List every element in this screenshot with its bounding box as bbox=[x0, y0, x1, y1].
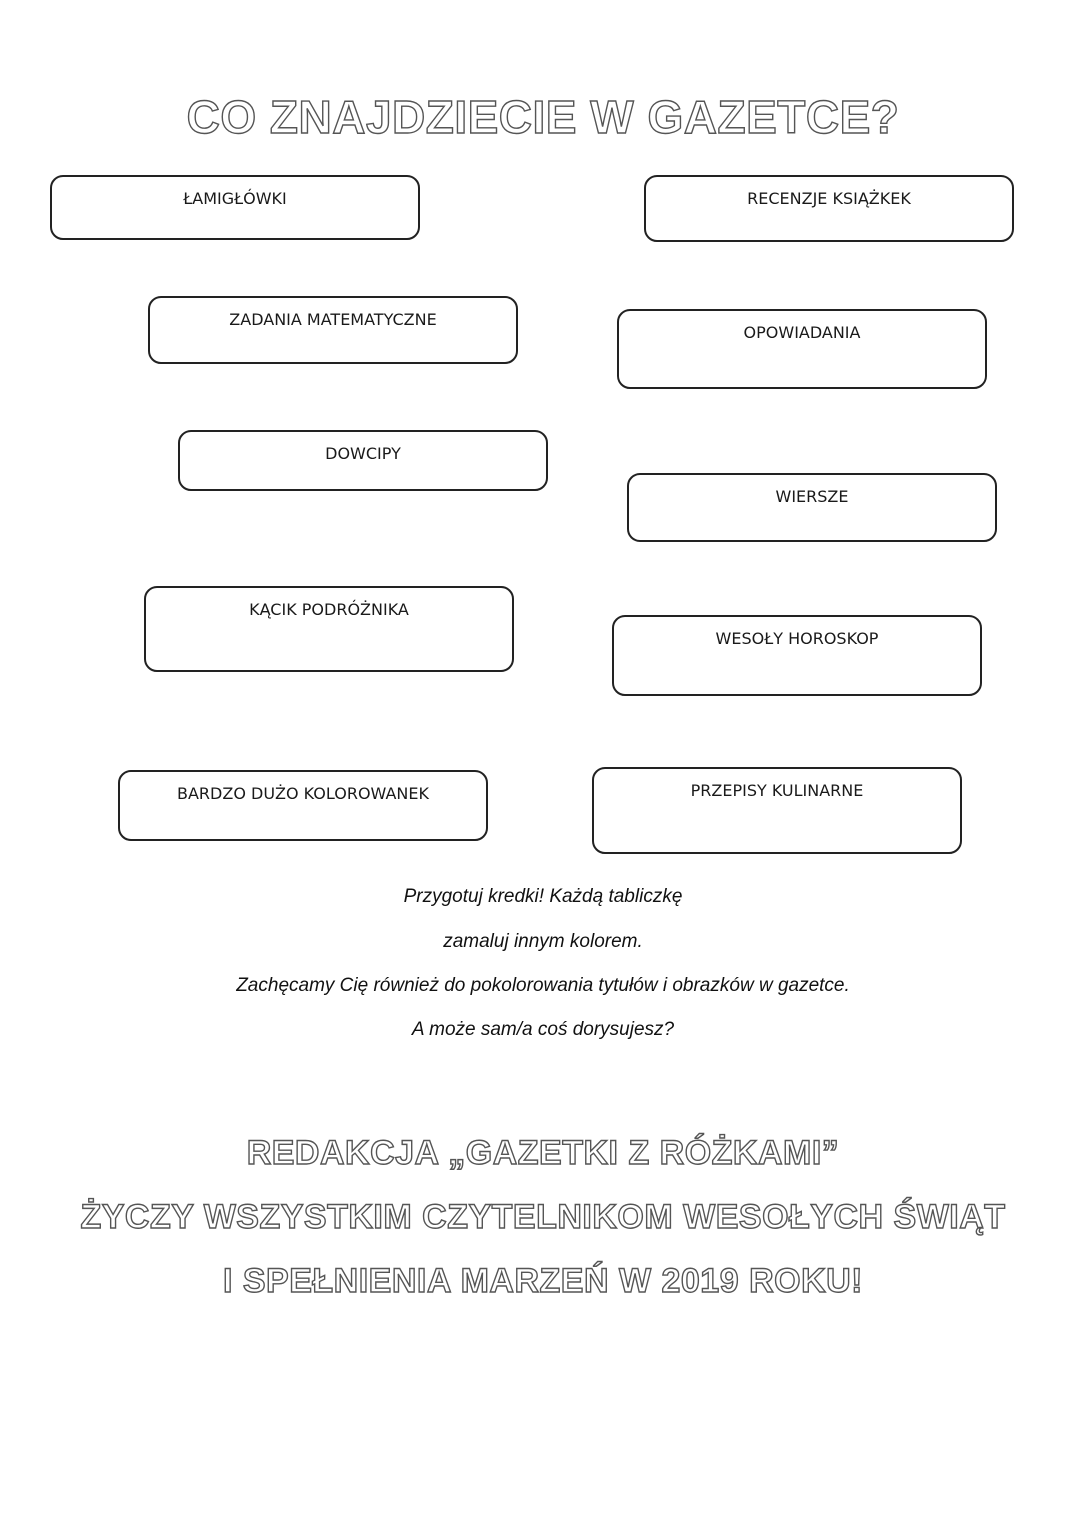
topic-label: DOWCIPY bbox=[325, 444, 401, 463]
greeting-line: I SPEŁNIENIA MARZEŃ W 2019 ROKU! bbox=[222, 1262, 864, 1300]
topic-label: ZADANIA MATEMATYCZNE bbox=[229, 310, 437, 329]
topic-label: KĄCIK PODRÓŻNIKA bbox=[249, 600, 409, 619]
topic-box bbox=[644, 175, 1014, 242]
instruction-line: Przygotuj kredki! Każdą tabliczkę bbox=[403, 886, 683, 907]
topic-label: BARDZO DUŻO KOLOROWANEK bbox=[177, 784, 429, 803]
topic-box bbox=[627, 473, 997, 542]
topic-box bbox=[118, 770, 488, 841]
topic-box bbox=[144, 586, 514, 672]
topic-box bbox=[592, 767, 962, 854]
topic-label: ŁAMIGŁÓWKI bbox=[183, 189, 287, 208]
topic-label: WIERSZE bbox=[775, 487, 849, 506]
topic-box bbox=[50, 175, 420, 240]
topic-label: OPOWIADANIA bbox=[743, 323, 861, 342]
topic-box bbox=[612, 615, 982, 696]
topic-label: PRZEPISY KULINARNE bbox=[690, 781, 864, 800]
page-title: CO ZNAJDZIECIE W GAZETCE? bbox=[186, 91, 900, 143]
instruction-line: zamaluj innym kolorem. bbox=[443, 931, 643, 952]
greeting-line: REDAKCJA „GAZETKI Z RÓŻKAMI” bbox=[246, 1134, 840, 1172]
topic-box bbox=[178, 430, 548, 491]
greeting-line: ŻYCZY WSZYSTKIM CZYTELNIKOM WESOŁYCH ŚWIĄT bbox=[80, 1198, 1006, 1236]
topic-box bbox=[148, 296, 518, 364]
topic-label: RECENZJE KSIĄŻKEK bbox=[747, 189, 911, 208]
topic-label: WESOŁY HOROSKOP bbox=[715, 629, 879, 648]
instruction-line: A może sam/a coś dorysujesz? bbox=[411, 1019, 675, 1040]
topic-box bbox=[617, 309, 987, 389]
instruction-line: Zachęcamy Cię również do pokolorowania tytułów i obrazków w gazetce. bbox=[236, 975, 850, 996]
